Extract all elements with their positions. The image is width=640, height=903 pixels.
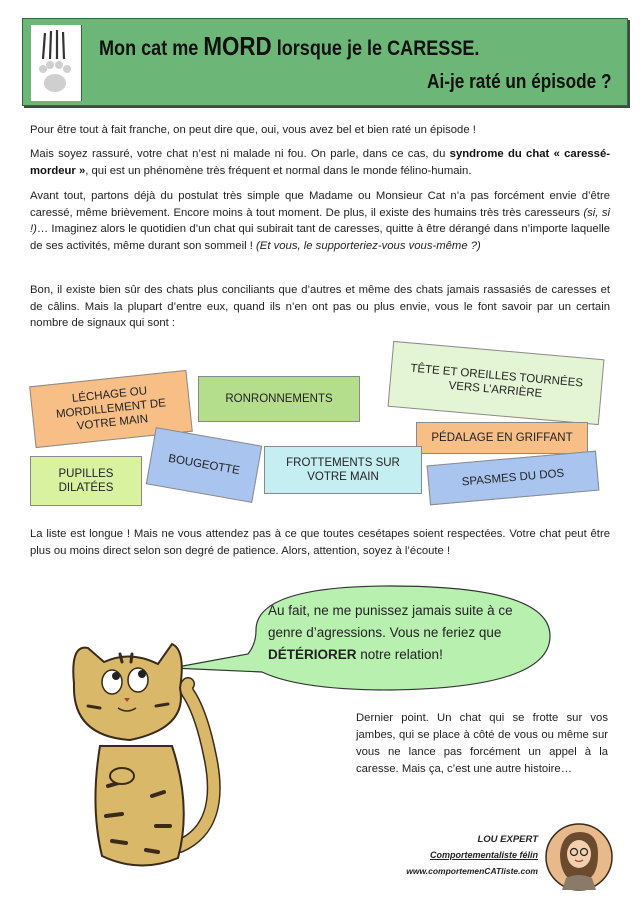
signal-card-ronronnements: RONRONNEMENTS bbox=[198, 376, 360, 422]
signal-card-tete-oreilles: TÊTE ET OREILLES TOURNÉES VERS L’ARRIÈRE bbox=[388, 341, 605, 425]
paragraph-5: La liste est longue ! Mais ne vous attendez pas à ce que toutes cesétapes soient respectées. Votre chat peut être plus ou moins direct selon son degré de patience. Alors, attention, soyez à l’écoute ! bbox=[30, 528, 610, 557]
closing-paragraph: Dernier point. Un chat qui se frotte sur vos jambes, qui se place à côté de vous ou même sur vous ne lance pas forcément un appel à la caresse. Mais ça, c’est une autre histoire… bbox=[356, 712, 608, 775]
paragraph-4: Bon, il existe bien sûr des chats plus conciliants que d’autres et même des chats jamais rassasiés de caresses et de câlins. Mais la plupart d’entre eux, quand ils n’en ont pas ou plus envie, vous le font savoir par un certain nombre de signaux qui sont : bbox=[30, 284, 610, 329]
signal-card-pedalage: PÉDALAGE EN GRIFFANT bbox=[416, 422, 588, 454]
author-website: www.comportemenCATliste.com bbox=[406, 866, 538, 876]
signal-card-lechage: LÉCHAGE OU MORDILLEMENT DE VOTRE MAIN bbox=[29, 370, 193, 448]
page-subtitle: Ai-je raté un épisode ? bbox=[426, 71, 611, 93]
page-title: Mon cat me MORD lorsque je le CARESSE. bbox=[99, 31, 480, 61]
signal-card-frottements: FROTTEMENTS SUR VOTRE MAIN bbox=[264, 446, 422, 494]
signal-card-bougeotte: BOUGEOTTE bbox=[146, 427, 262, 503]
paragraph-1: Pour être tout à fait franche, on peut dire que, oui, vous avez bel et bien raté un épisode ! bbox=[30, 124, 476, 136]
author-role: Comportementaliste félin bbox=[429, 850, 538, 860]
paragraph-2: Mais soyez rassuré, votre chat n’est ni malade ni fou. On parle, dans ce cas, du syndrome du chat « caressé-mordeur », qui est un phénomène très fréquent et normal dans le monde félino-humain. bbox=[30, 148, 610, 177]
author-avatar bbox=[544, 822, 614, 892]
paragraph-3: Avant tout, partons déjà du postulat très simple que Madame ou Monsieur Cat n’a pas forcément envie d’être caressé, même brièvement. Encore moins à tout moment. De plus, il existe des humains très très caresseurs (si, si !)… Imaginez alors le quotidien d’un chat qui subirait tant de caresses, quitte à être dérangé dans n’importe laquelle de ses activités, même durant son sommeil ! (Et vous, le supporteriez-vous vous-même ?) bbox=[30, 190, 611, 252]
speech-bubble-text: Au fait, ne me punissez jamais suite à ce genre d’agressions. Vous ne feriez que DÉTÉRIORER notre relation! bbox=[268, 603, 513, 662]
signal-card-pupilles: PUPILLES DILATÉES bbox=[30, 456, 142, 506]
author-name: LOU EXPERT bbox=[477, 834, 538, 845]
signal-card-spasmes: SPASMES DU DOS bbox=[427, 451, 600, 506]
cat-illustration bbox=[60, 636, 240, 876]
